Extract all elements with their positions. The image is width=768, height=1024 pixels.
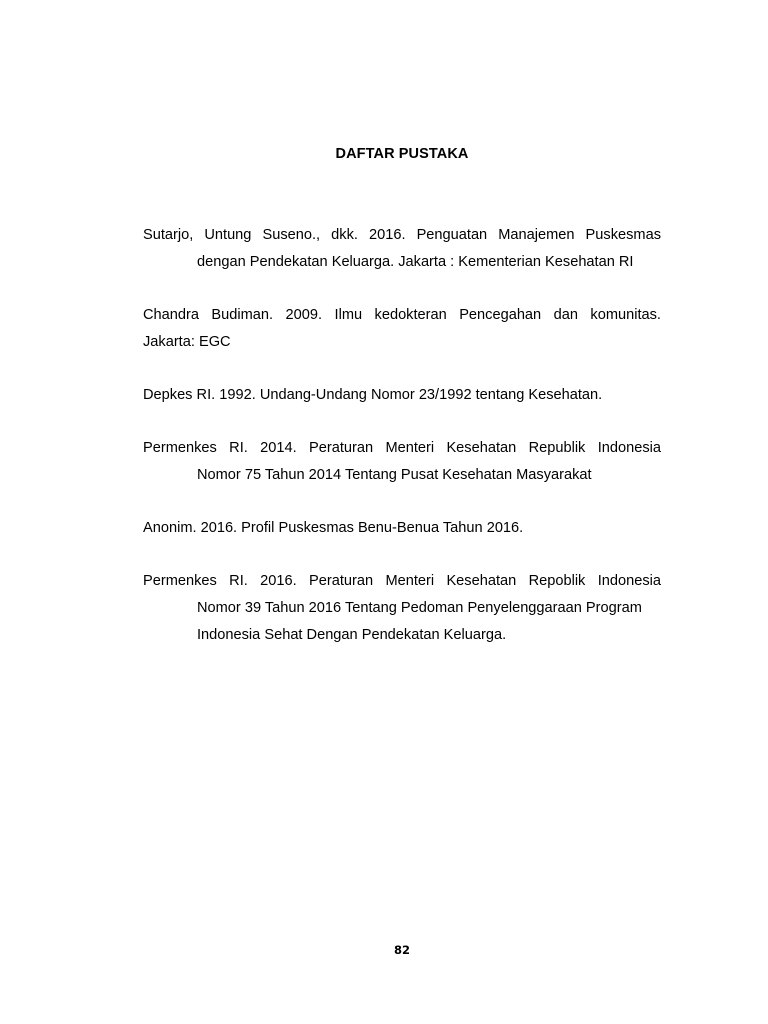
reference-3-line-1: Depkes RI. 1992. Undang-Undang Nomor 23/1992 tentang Kesehatan.: [143, 387, 603, 403]
reference-2-line-2: Jakarta: EGC: [143, 334, 231, 350]
reference-5-line-1: Anonim. 2016. Profil Puskesmas Benu-Benua Tahun 2016.: [143, 520, 524, 536]
reference-1-line-2: dengan Pendekatan Keluarga. Jakarta : Kementerian Kesehatan RI: [197, 254, 634, 270]
reference-6-line-2: Nomor 39 Tahun 2016 Tentang Pedoman Penyelenggaraan Program: [197, 600, 642, 616]
page-number: 82: [393, 943, 410, 957]
reference-6-line-3: Indonesia Sehat Dengan Pendekatan Keluarga.: [197, 627, 507, 643]
page-title: DAFTAR PUSTAKA: [335, 146, 469, 162]
reference-4-line-2: Nomor 75 Tahun 2014 Tentang Pusat Kesehatan Masyarakat: [197, 467, 592, 483]
reference-6-line-1: Permenkes RI. 2016. Peraturan Menteri Kesehatan Repoblik Indonesia: [143, 573, 661, 589]
reference-2-line-1: Chandra Budiman. 2009. Ilmu kedokteran Pencegahan dan komunitas.: [143, 307, 661, 323]
reference-4-line-1: Permenkes RI. 2014. Peraturan Menteri Kesehatan Republik Indonesia: [143, 440, 661, 456]
reference-1-line-1: Sutarjo, Untung Suseno., dkk. 2016. Penguatan Manajemen Puskesmas: [143, 227, 661, 243]
